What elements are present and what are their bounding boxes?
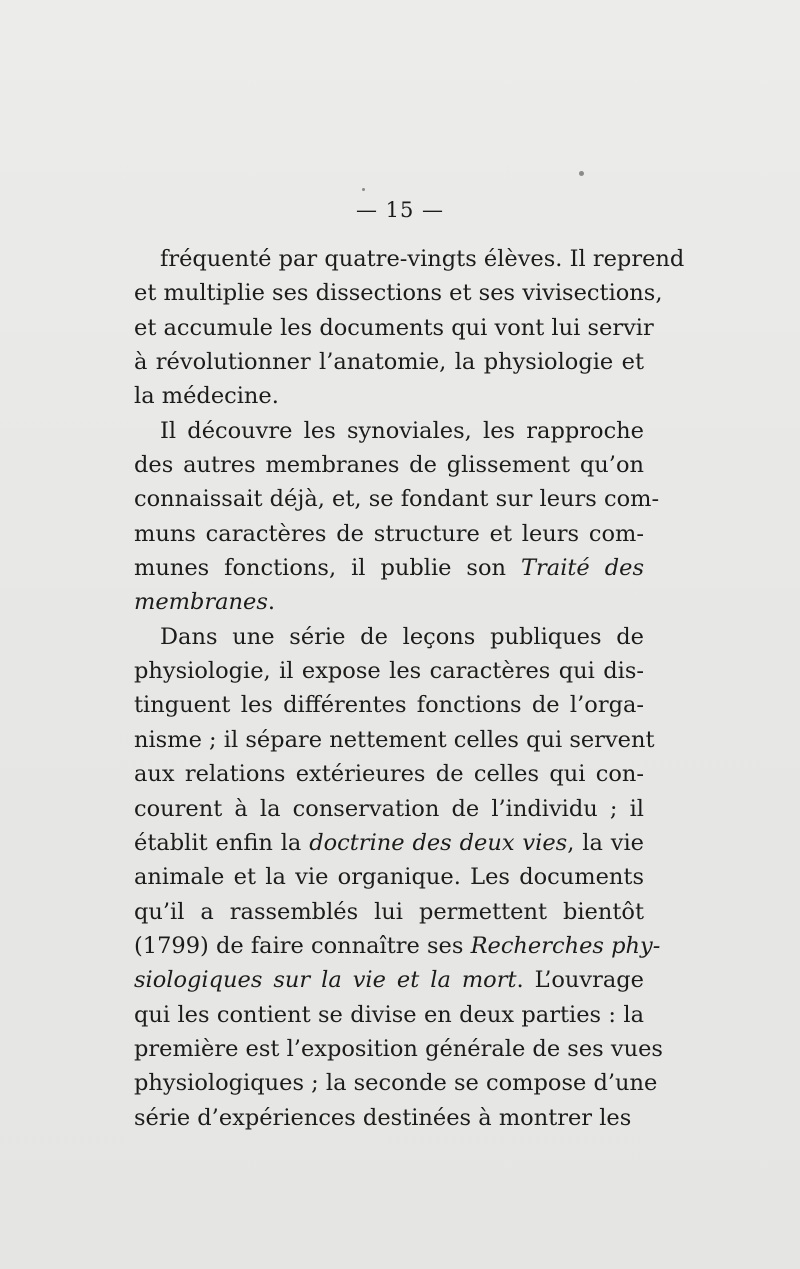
text-line <box>134 826 644 860</box>
text-segment: , la vie <box>567 829 644 856</box>
text-line <box>134 757 644 791</box>
text-segment: physiologiques ; la seconde se compose d’une <box>134 1070 658 1097</box>
text-segment: Il découvre les synoviales, les rapproche <box>160 417 644 444</box>
paragraph <box>134 414 660 620</box>
text-line <box>134 414 644 448</box>
page-speck <box>362 188 365 191</box>
paragraph <box>134 620 663 1135</box>
text-line <box>134 792 644 826</box>
text-line <box>134 963 644 997</box>
text-segment: muns caractères de structure et leurs com- <box>134 520 644 547</box>
text-line <box>134 517 644 551</box>
text-line <box>134 345 644 379</box>
paragraph <box>134 242 685 414</box>
text-segment: et multiplie ses dissections et ses vivisections, <box>134 280 663 307</box>
text-line <box>134 276 663 310</box>
text-line <box>134 860 644 894</box>
italic-title: membranes <box>134 589 268 616</box>
text-line <box>134 585 644 619</box>
text-segment: courent à la conservation de l’individu ; il <box>134 795 644 822</box>
text-segment: munes fonctions, il publie son <box>134 555 522 582</box>
text-segment: . <box>267 589 276 616</box>
text-segment: animale et la vie organique. Les documents <box>134 864 644 891</box>
text-segment: (1799) de faire connaître ses <box>134 932 471 959</box>
body-text <box>134 242 685 1135</box>
text-segment: et accumule les documents qui vont lui servir <box>134 314 654 341</box>
text-line <box>134 654 644 688</box>
italic-title: Recherches phy- <box>470 932 661 959</box>
text-line <box>134 929 661 963</box>
text-line <box>134 1032 663 1066</box>
text-line <box>134 448 644 482</box>
text-line <box>134 1066 658 1100</box>
text-line <box>134 379 644 413</box>
text-segment: tinguent les différentes fonctions de l’orga- <box>134 692 644 719</box>
text-segment: Dans une série de leçons publiques de <box>160 623 644 650</box>
text-line <box>134 311 654 345</box>
text-segment: qu’il a rassemblés lui permettent bientôt <box>134 898 644 925</box>
text-segment: à révolutionner l’anatomie, la physiologie et <box>134 349 644 376</box>
text-segment: aux relations extérieures de celles qui con- <box>134 761 644 788</box>
text-segment: fréquenté par quatre-vingts élèves. Il reprend <box>160 246 685 272</box>
text-segment: série d’expériences destinées à montrer les <box>134 1104 632 1131</box>
page-number: — 15 — <box>355 198 445 222</box>
text-segment: . L’ouvrage <box>516 967 644 994</box>
text-line <box>134 1101 644 1135</box>
text-line <box>134 688 644 722</box>
text-segment: physiologie, il expose les caractères qui dis- <box>134 658 644 685</box>
text-line <box>134 723 655 757</box>
text-line <box>134 482 660 516</box>
text-segment: première est l’exposition générale de ses vues <box>134 1035 663 1062</box>
text-segment: connaissait déjà, et, se fondant sur leurs com- <box>134 486 660 513</box>
text-line <box>134 895 644 929</box>
text-line <box>134 998 644 1032</box>
text-segment: qui les contient se divise en deux parties : la <box>134 1001 644 1028</box>
text-segment: la médecine. <box>134 383 279 410</box>
italic-title: doctrine des deux vies <box>309 829 568 856</box>
italic-title: siologiques sur la vie et la mort <box>134 967 517 994</box>
text-line <box>134 551 644 585</box>
page-speck <box>579 171 584 176</box>
text-segment: établit enfin la <box>134 829 310 856</box>
italic-title: Traité des <box>521 555 644 582</box>
text-line <box>134 242 685 276</box>
text-segment: nisme ; il sépare nettement celles qui servent <box>134 726 655 753</box>
text-segment: des autres membranes de glissement qu’on <box>134 452 644 479</box>
text-line <box>134 620 644 654</box>
